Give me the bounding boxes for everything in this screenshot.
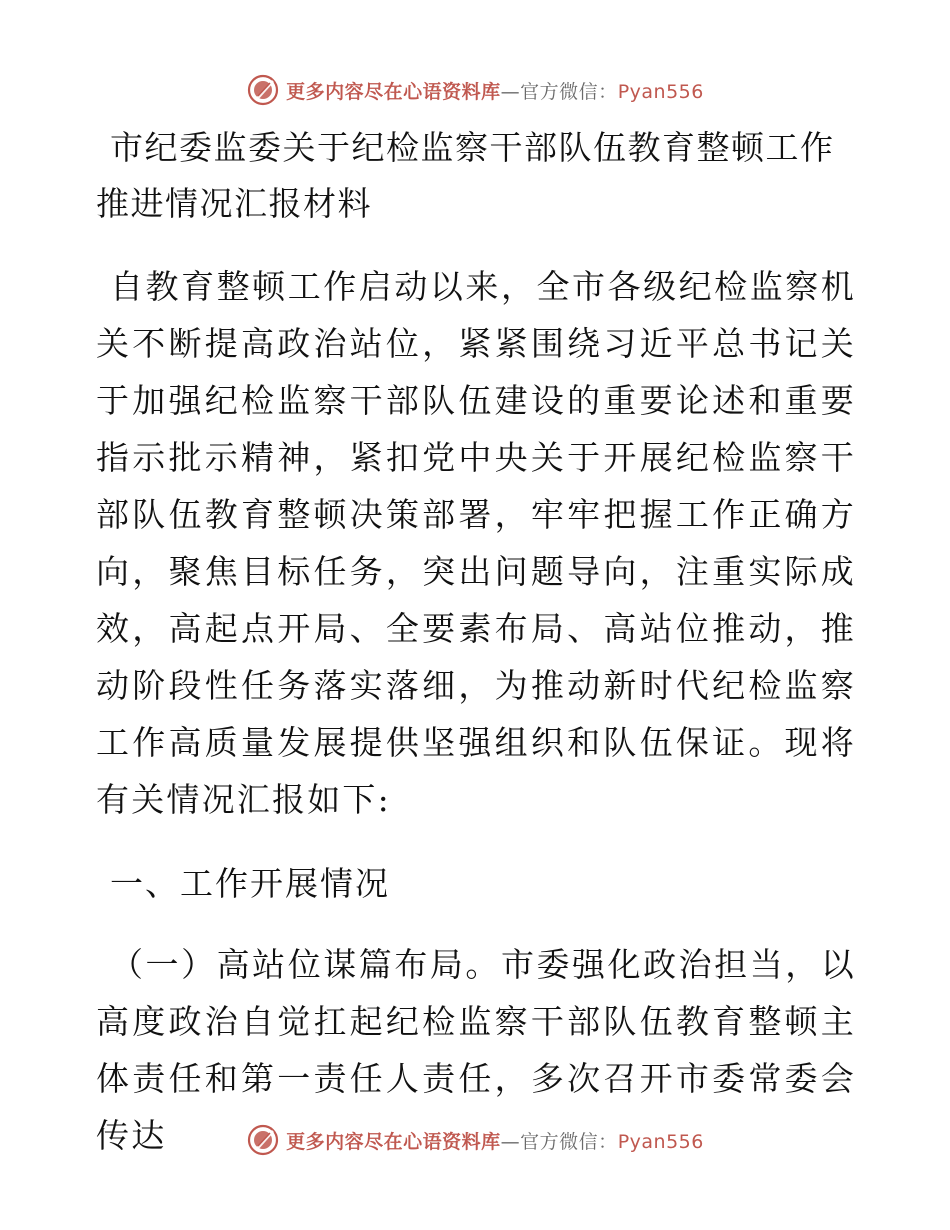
section-heading-1: 一、工作开展情况 bbox=[110, 864, 390, 903]
footer-watermark bbox=[0, 1120, 950, 1160]
watermark-separator: — bbox=[500, 1130, 521, 1153]
document-title-line2: 推进情况汇报材料 bbox=[96, 184, 372, 223]
paragraph-section1-1: （一）高站位谋篇布局。市委强化政治担当，以高度政治自觉扛起纪检监察干部队伍教育整顿主体责任和第一责任人责任，多次召开市委常委会传达 bbox=[96, 945, 856, 1155]
watermark-main: 更多内容尽在心语资料库 bbox=[286, 1130, 501, 1153]
document-title-line1: 市纪委监委关于纪检监察干部队伍教育整顿工作 bbox=[110, 128, 835, 167]
watermark-text bbox=[286, 1127, 704, 1154]
watermark-main: 更多内容尽在心语资料库 bbox=[286, 80, 501, 103]
quill-logo-icon bbox=[246, 1123, 280, 1157]
paragraph-intro: 自教育整顿工作启动以来，全市各级纪检监察机关不断提高政治站位，紧紧围绕习近平总书记关于加强纪检监察干部队伍建设的重要论述和重要指示批示精神，紧扣党中央关于开展纪检监察干部队伍教育整顿决策部署，牢牢把握工作正确方向，聚焦目标任务，突出问题导向，注重实际成效，高起点开局、全要素布局、高站位推动，推动阶段性任务落实落细，为推动新时代纪检监察工作高质量发展提供坚强组织和队伍保证。现将有关情况汇报如下: bbox=[96, 267, 856, 819]
watermark-official: 官方微信： bbox=[520, 1130, 618, 1153]
watermark-official: 官方微信： bbox=[520, 80, 618, 103]
document-body bbox=[96, 120, 856, 1164]
header-watermark bbox=[0, 70, 950, 110]
watermark-separator: — bbox=[500, 80, 521, 103]
watermark-text bbox=[286, 77, 704, 104]
watermark-wechat-id: Pyan556 bbox=[617, 80, 704, 103]
watermark-wechat-id: Pyan556 bbox=[617, 1130, 704, 1153]
quill-logo-icon bbox=[246, 73, 280, 107]
